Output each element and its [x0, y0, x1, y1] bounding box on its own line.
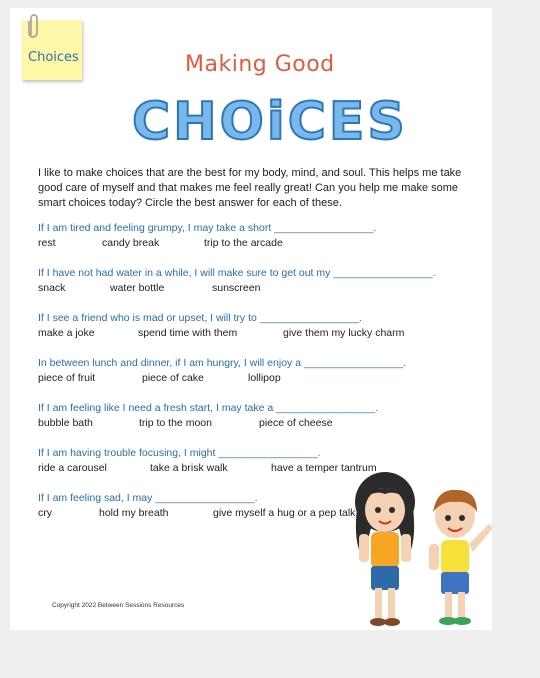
answer-option[interactable]: take a brisk walk — [150, 462, 228, 474]
question-prompt: If I am feeling sad, I may _________________. — [38, 492, 258, 504]
answer-option[interactable]: candy break — [102, 237, 160, 249]
question-prompt: If I am tired and feeling grumpy, I may take a short _________________. — [38, 222, 377, 234]
answer-option[interactable]: bubble bath — [38, 417, 93, 429]
answer-option[interactable]: water bottle — [110, 282, 165, 294]
question-prompt: If I have not had water in a while, I will make sure to get out my _________________. — [38, 267, 436, 279]
worksheet-page — [10, 8, 492, 630]
answer-option[interactable]: rest — [38, 237, 56, 249]
answer-option[interactable]: ride a carousel — [38, 462, 107, 474]
question-prompt: If I am having trouble focusing, I might _________________. — [38, 447, 321, 459]
answer-option[interactable]: give myself a hug or a pep talk — [213, 507, 356, 519]
answer-option[interactable]: trip to the arcade — [204, 237, 283, 249]
children-illustration — [345, 468, 492, 630]
answer-option[interactable]: have a temper tantrum — [271, 462, 377, 474]
title-line-2: CHOiCES — [132, 92, 408, 152]
paperclip-icon — [27, 13, 39, 39]
copyright-text: Copyright 2022 Between Sessions Resources — [52, 602, 185, 609]
answer-option[interactable]: trip to the moon — [139, 417, 212, 429]
answer-option[interactable]: lollipop — [248, 372, 281, 384]
answer-option[interactable]: piece of cheese — [259, 417, 333, 429]
intro-paragraph: I like to make choices that are the best for my body, mind, and soul. This helps me take good care of myself and that makes me feel really great! Can you help me make some smart choices today? Circle the best answer for each of these. — [38, 167, 462, 209]
answer-option[interactable]: spend time with them — [138, 327, 238, 339]
question-prompt: If I see a friend who is mad or upset, I will try to _________________. — [38, 312, 362, 324]
answer-option[interactable]: make a joke — [38, 327, 95, 339]
question-prompt: In between lunch and dinner, if I am hungry, I will enjoy a _________________. — [38, 357, 407, 369]
answer-option[interactable]: cry — [38, 507, 52, 519]
answer-option[interactable]: piece of cake — [142, 372, 204, 384]
answer-option[interactable]: give them my lucky charm — [283, 327, 405, 339]
answer-option[interactable]: hold my breath — [99, 507, 169, 519]
title-line-1: Making Good — [185, 52, 335, 77]
answer-option[interactable]: sunscreen — [212, 282, 261, 294]
answer-option[interactable]: snack — [38, 282, 66, 294]
answer-option[interactable]: piece of fruit — [38, 372, 96, 384]
question-prompt: If I am feeling like I need a fresh start, I may take a _________________. — [38, 402, 379, 414]
sticky-note-label: Choices — [28, 50, 79, 65]
